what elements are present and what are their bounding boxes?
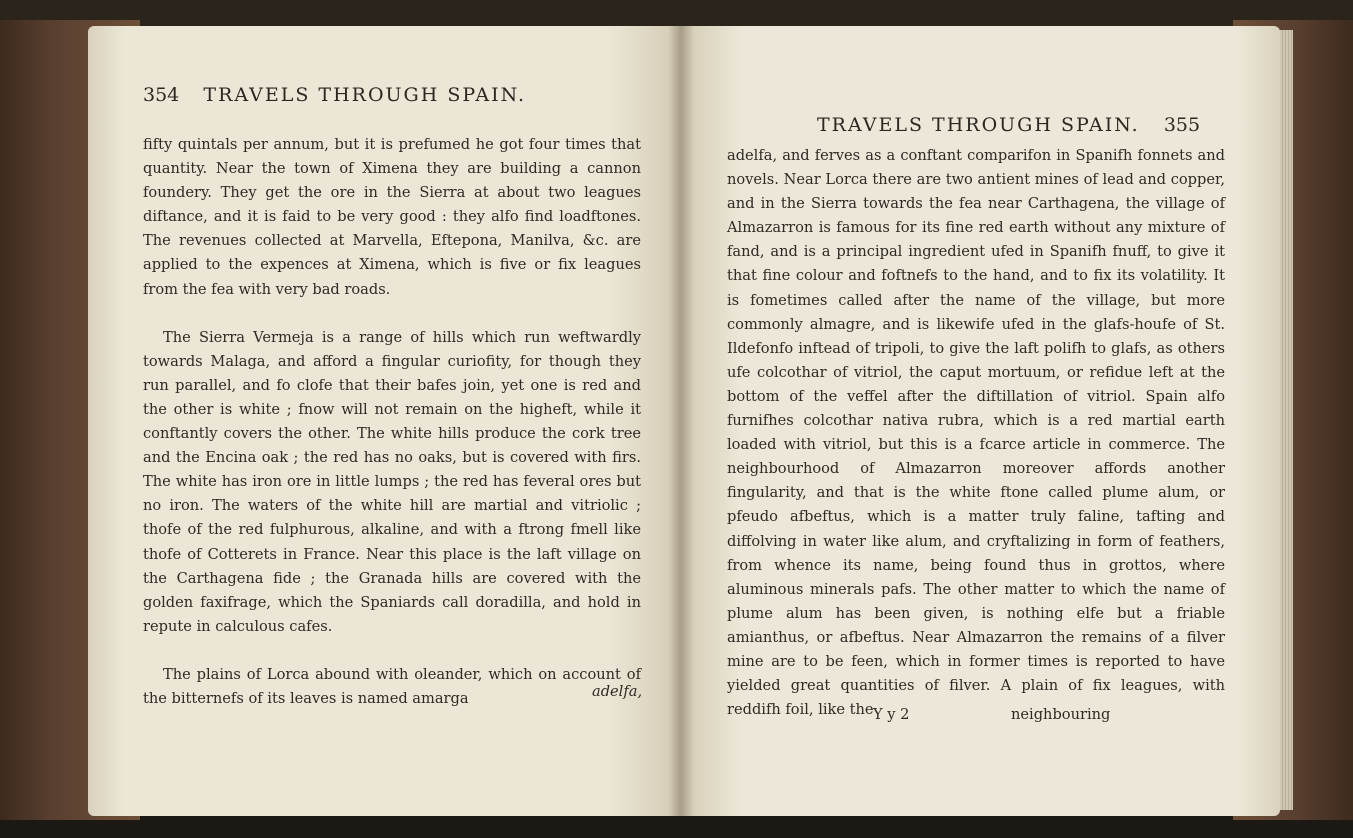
left-paragraph-1: fifty quintals per annum, but it is prefumed he got four times that quantity. Near the town of Ximena they are building a cannon foundery. They get the ore in the Sierra at about two leagues diftance, and it is faid to be very good : they alfo find loadftones. The revenues collected at Marvella, Eftepona, Manilva, &c. are applied to the expences at Ximena, which is five or fix leagues from the fea with very bad roads. <box>143 136 641 298</box>
left-catchword: adelfa, <box>592 683 643 700</box>
left-paragraph-3: The plains of Lorca abound with oleander, which on account of the bitternefs of its leaves is named amarga <box>143 665 641 707</box>
right-catchword: neighbouring <box>1011 706 1111 723</box>
right-signature-mark: Y y 2 <box>873 706 910 723</box>
left-paragraph-2: The Sierra Vermeja is a range of hills which run weftwardly towards Malaga, and afford a fingular curiofity, for though they run parallel, and fo clofe that their bafes join, yet one is red and the other is white ; fnow will not remain on the higheft, while it conftantly covers the other. The white hills produce the cork tree and the Encina oak ; the red has no oaks, but is covered with firs. The white has iron ore in little lumps ; the red has feveral ores but no iron. The waters of the white hill are martial and vitriolic ; thofe of the red fulphurous, alkaline, and with a ftrong fmell like thofe of Cotterets in France. Near this place is the laft village on the Carthagena fide ; the Granada hills are covered with the golden faxifrage, which the Spaniards call doradilla, and hold in repute in calculous cafes. <box>143 328 641 635</box>
left-head-title: TRAVELS THROUGH SPAIN. <box>203 84 527 106</box>
left-running-head <box>143 84 526 106</box>
right-running-head <box>817 114 1200 136</box>
left-body <box>143 133 641 711</box>
right-body <box>727 144 1225 722</box>
right-paragraph-1: adelfa, and ferves as a conftant comparifon in Spanifh fonnets and novels. Near Lorca there are two antient mines of lead and copper, and in the Sierra towards the fea near Carthagena, the village of Almazarron is famous for its fine red earth without any mixture of fand, and is a principal ingredient ufed in Spanifh fnuff, to give it that fine colour and foftnefs to the hand, and to fix its volatility. It is fometimes called after the name of the village, but more commonly almagre, and is likewife ufed in the glafs-houfe of St. Ildefonfo inftead of tripoli, to give the laft polifh to glafs, as others ufe colcothar of vitriol, the caput mortuum, or refidue left at the bottom of the veffel after the diftillation of vitriol. Spain alfo furnifhes colcothar nativa rubra, which is a red martial earth loaded with vitriol, but this is a fcarce article in commerce. The neighbourhood of Almazarron moreover affords another fingularity, and that is the white ftone called plume alum, or pfeudo afbeftus, which is a matter truly faline, tafting and diffolving in water like alum, and cryftalizing in form of feathers, from whence its name, being found thus in grottos, where aluminous minerals pafs. The other matter to which the name of plume alum has been given, is nothing elfe but a friable amianthus, or afbeftus. Near Almazarron the remains of a filver mine are to be feen, which in former times is reported to have yielded great quantities of filver. A plain of fix leagues, with reddifh foil, like the <box>727 147 1225 719</box>
right-head-title: TRAVELS THROUGH SPAIN. <box>817 114 1140 136</box>
gutter-shadow <box>668 26 694 816</box>
left-page-number: 354 <box>143 84 180 106</box>
right-page-number: 355 <box>1163 114 1201 136</box>
